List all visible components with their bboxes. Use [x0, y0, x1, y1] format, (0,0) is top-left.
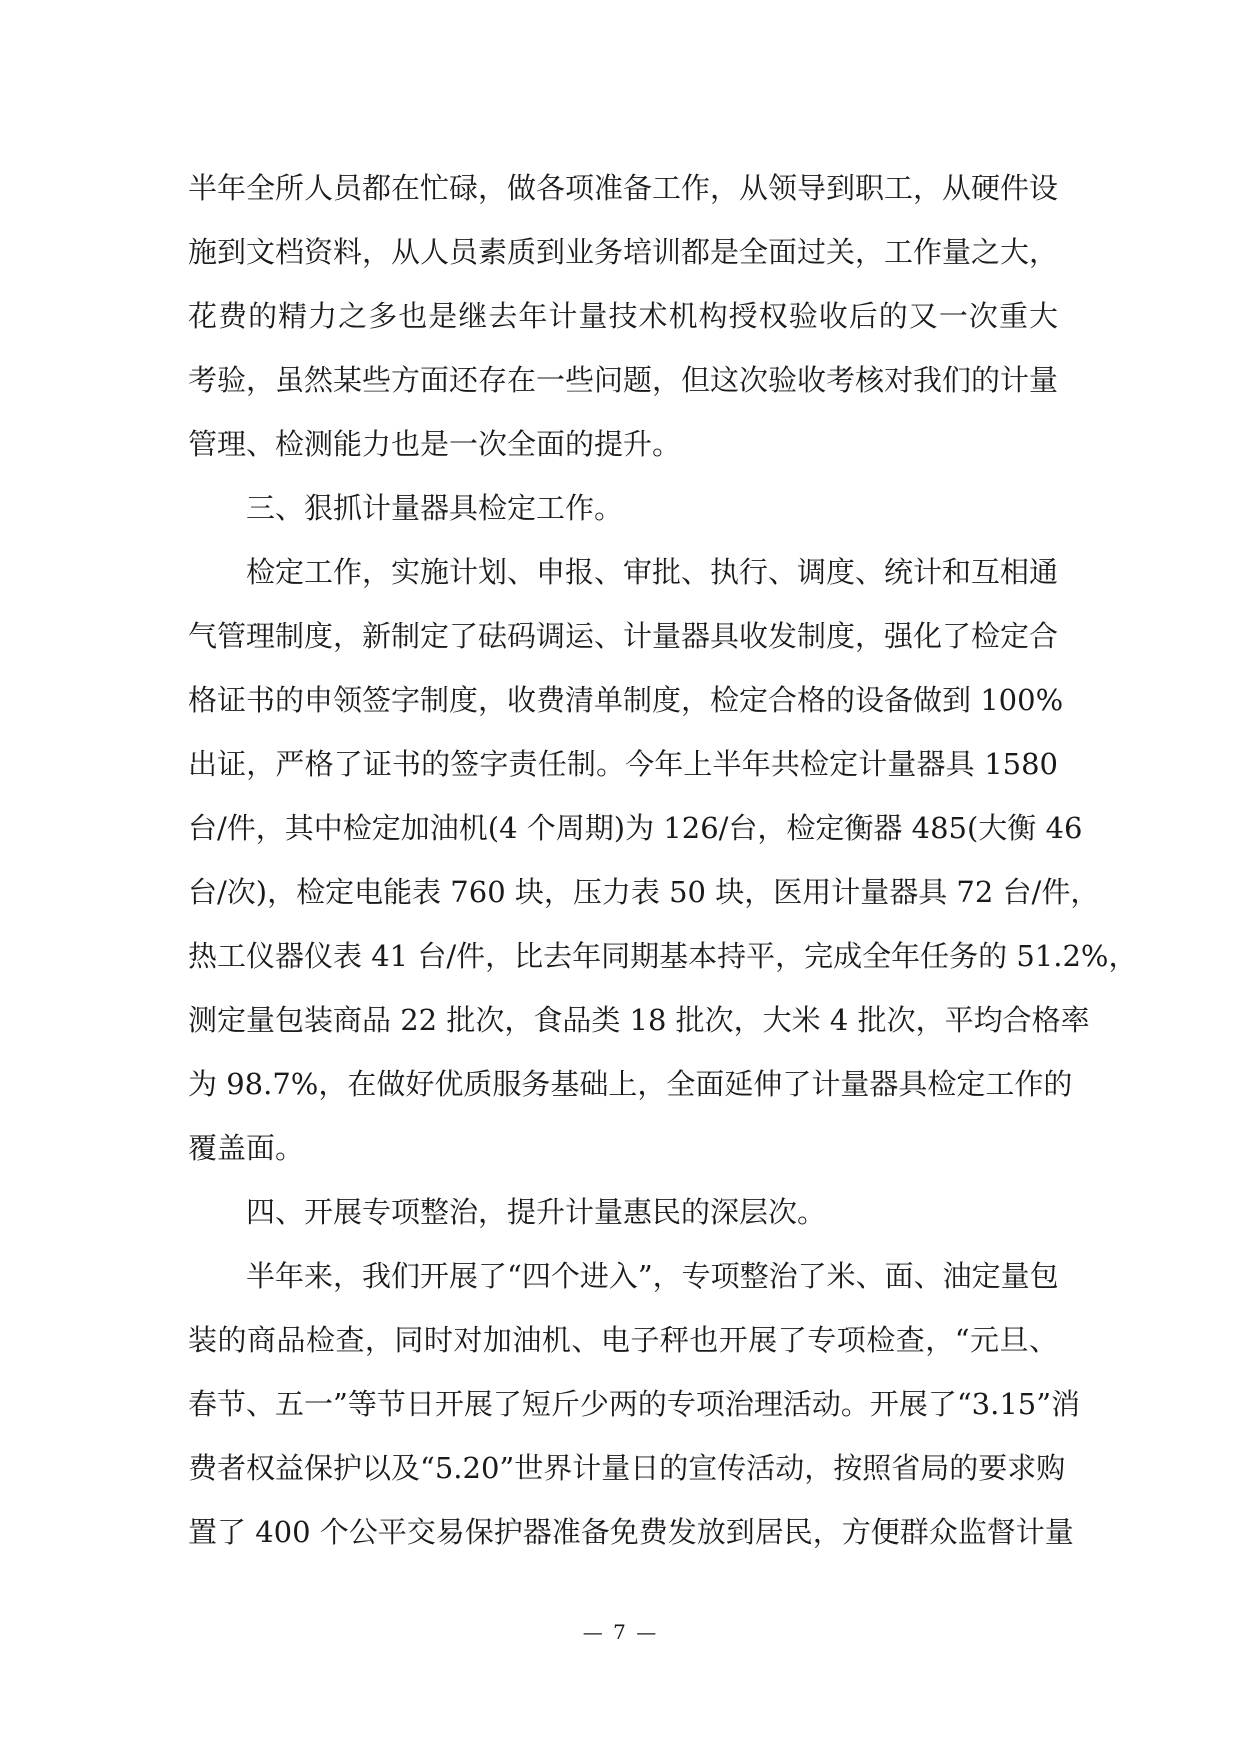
paragraph-line: 费者权益保护以及“5.20”世界计量日的宣传活动，按照省局的要求购 [188, 1451, 1066, 1485]
section-heading: 四、开展专项整治，提升计量惠民的深层次。 [246, 1195, 827, 1229]
paragraph-line: 出证，严格了证书的签字责任制。今年上半年共检定计量器具 1580 [188, 747, 1058, 781]
paragraph-line: 检定工作，实施计划、申报、审批、执行、调度、统计和互相通 [246, 555, 1059, 589]
paragraph-line: 施到文档资料，从人员素质到业务培训都是全面过关，工作量之大， [188, 235, 1059, 269]
paragraph-line: 花费的精力之多也是继去年计量技术机构授权验收后的又一次重大 [188, 299, 1058, 333]
paragraph-line: 测定量包装商品 22 批次，食品类 18 批次，大米 4 批次，平均合格率 [188, 1003, 1090, 1037]
paragraph-line: 置了 400 个公平交易保护器准备免费发放到居民，方便群众监督计量 [188, 1515, 1074, 1549]
paragraph-line: 热工仪器仪表 41 台/件，比去年同期基本持平，完成全年任务的 51.2%， [188, 939, 1138, 973]
body-text [188, 156, 1138, 1564]
paragraph-line: 为 98.7%，在做好优质服务基础上，全面延伸了计量器具检定工作的 [188, 1067, 1073, 1101]
paragraph-line: 管理、检测能力也是一次全面的提升。 [188, 427, 682, 461]
page-number: — 7 — [582, 1620, 659, 1644]
paragraph-line: 春节、五一”等节日开展了短斤少两的专项治理活动。开展了“3.15”消 [188, 1387, 1081, 1421]
section-heading: 三、狠抓计量器具检定工作。 [246, 491, 624, 525]
paragraph-line: 考验，虽然某些方面还存在一些问题，但这次验收考核对我们的计量 [188, 363, 1059, 397]
paragraph-line: 气管理制度，新制定了砝码调运、计量器具收发制度，强化了检定合 [188, 619, 1059, 653]
paragraph-line: 半年全所人员都在忙碌，做各项准备工作，从领导到职工，从硬件设 [188, 171, 1059, 205]
paragraph-line: 半年来，我们开展了“四个进入”，专项整治了米、面、油定量包 [246, 1259, 1059, 1293]
paragraph-line: 台/次)，检定电能表 760 块，压力表 50 块，医用计量器具 72 台/件， [188, 875, 1100, 909]
paragraph-line: 覆盖面。 [188, 1131, 305, 1165]
paragraph-line: 格证书的申领签字制度，收费清单制度，检定合格的设备做到 100% [188, 683, 1064, 717]
paragraph-line: 装的商品检查，同时对加油机、电子秤也开展了专项检查，“元旦、 [188, 1323, 1058, 1357]
paragraph-line: 台/件，其中检定加油机(4 个周期)为 126/台，检定衡器 485(大衡 46 [188, 811, 1083, 845]
